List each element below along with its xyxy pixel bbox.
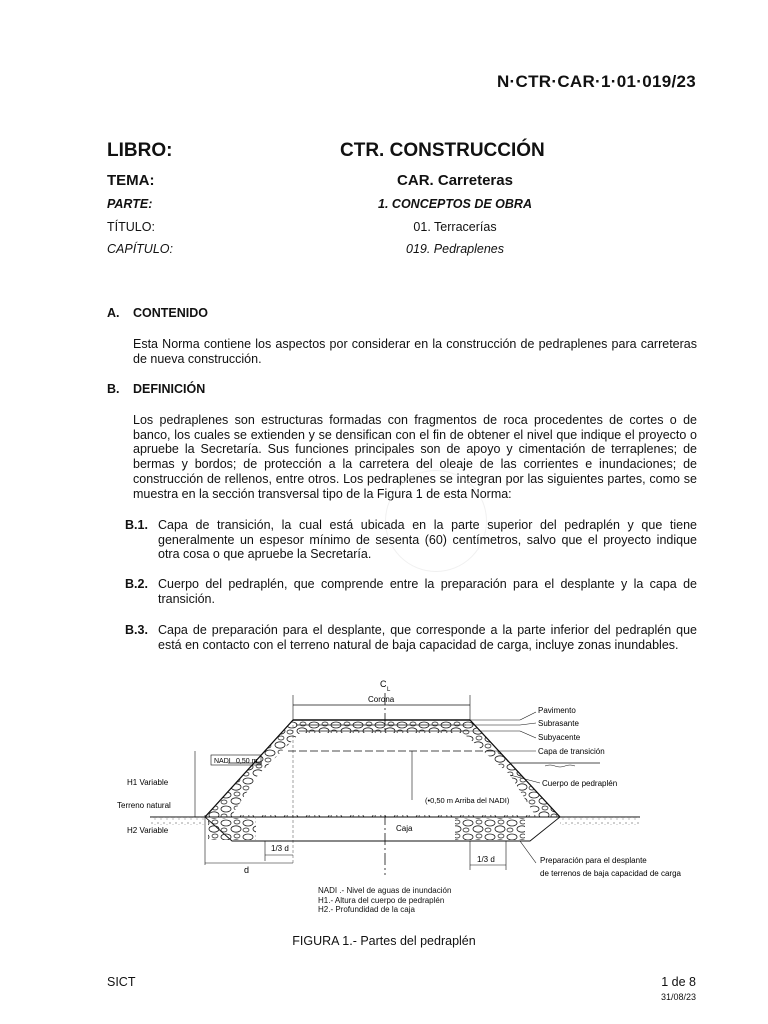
prep-label-2: de terrenos de baja capacidad de carga (540, 869, 681, 878)
capitulo-value: 019. Pedraplenes (406, 242, 504, 256)
tema-value: CAR. Carreteras (397, 172, 513, 189)
section-b-heading (107, 382, 205, 396)
capitulo-label: CAPÍTULO: (107, 242, 173, 256)
section-b-text: Los pedraplenes son estructuras formadas con fragmentos de roca procedentes de cortes o de banco, los cuales se extienden y se densifican con el fin de obtener el nivel que indique el proyecto o apruebe la Secretaría. Sus funciones principales son de apoyo y cimentación de terraplenes; de bermas y bordos; de protección a la carretera del oleaje de las corrientes e inundaciones; de construcción de rellenos, entre otros. Los pedraplenes se integran por las siguientes partes, como se muestra en la sección transversal tipo de la Figura 1 de esta Norma: (133, 413, 697, 501)
third-d-left: 1/3 d (271, 844, 289, 853)
parte-label: PARTE: (107, 197, 153, 211)
item-text: Capa de preparación para el desplante, que corresponde a la parte inferior del pedraplén que está en contacto con el terreno natural de baja capacidad de carga, incluye zonas inundables. (158, 623, 697, 652)
libro-label: LIBRO: (107, 140, 173, 161)
section-a-text: Esta Norma contiene los aspectos por considerar en la construcción de pedraplenes para carreteras de nueva construcción. (133, 337, 697, 366)
subrasante-label: Subrasante (538, 719, 579, 728)
tema-label: TEMA: (107, 172, 155, 189)
prep-label-1: Preparación para el desplante (540, 856, 647, 865)
norm-code: N·CTR·CAR·1·01·019/23 (496, 72, 696, 91)
centerline-sub: L (387, 687, 391, 693)
pavimento-label: Pavimento (538, 706, 576, 715)
parte-value: 1. CONCEPTOS DE OBRA (378, 197, 532, 211)
section-a-letter: A. (107, 306, 120, 320)
page-number: 1 de 8 (661, 975, 696, 989)
list-item-b2 (125, 577, 697, 606)
titulo-label: TÍTULO: (107, 220, 155, 234)
section-b-letter: B. (107, 382, 120, 396)
legend-nadi: NADI .- Nivel de aguas de inundación (318, 886, 452, 895)
subyacente-label: Subyacente (538, 733, 581, 742)
footer-agency: SICT (107, 975, 136, 989)
item-text: Capa de transición, la cual está ubicada en la parte superior del pedraplén y que tiene generalmente un espesor mínimo de sesenta (60) centímetros, salvo que el proyecto indique otra cosa o que apruebe la Secretaría. (158, 518, 697, 562)
figure-caption: FIGURA 1.- Partes del pedraplén (292, 934, 476, 948)
list-item-b1 (125, 518, 697, 562)
legend-h2: H2.- Profundidad de la caja (318, 905, 415, 914)
nadi-label: NADI (214, 758, 231, 765)
libro-value: CTR. CONSTRUCCIÓN (340, 140, 545, 161)
third-d-right: 1/3 d (477, 855, 495, 864)
section-a-heading (107, 306, 208, 320)
legend-h1: H1.- Altura del cuerpo de pedraplén (318, 895, 445, 905)
titulo-value: 01. Terracerías (413, 220, 497, 234)
section-b-title: DEFINICIÓN (133, 382, 206, 396)
item-number: B.3. (125, 623, 148, 637)
item-text: Cuerpo del pedraplén, que comprende entre la preparación para el desplante y la capa de transición. (158, 577, 697, 606)
footer-date: 31/08/23 (660, 992, 696, 1002)
pedraplen-figure (0, 665, 768, 885)
d-label: d (244, 865, 250, 875)
section-a-title: CONTENIDO (133, 306, 208, 320)
centerline-symbol: C (380, 679, 387, 689)
capa-transicion-label: Capa de transición (538, 747, 605, 756)
figure-legend (318, 886, 451, 915)
h1-label: H1 Variable (127, 778, 169, 787)
terreno-label: Terreno natural (117, 801, 171, 810)
cuerpo-label: Cuerpo de pedraplén (542, 779, 618, 788)
item-number: B.1. (125, 518, 148, 532)
nadi-note: (•0,50 m Arriba del NADI) (425, 796, 510, 805)
h2-label: H2 Variable (127, 826, 169, 835)
item-number: B.2. (125, 577, 148, 591)
corona-label: Corona (368, 695, 395, 704)
nadi-value: 0,50 m (236, 758, 258, 765)
caja-label: Caja (396, 824, 413, 833)
list-item-b3 (125, 623, 697, 652)
